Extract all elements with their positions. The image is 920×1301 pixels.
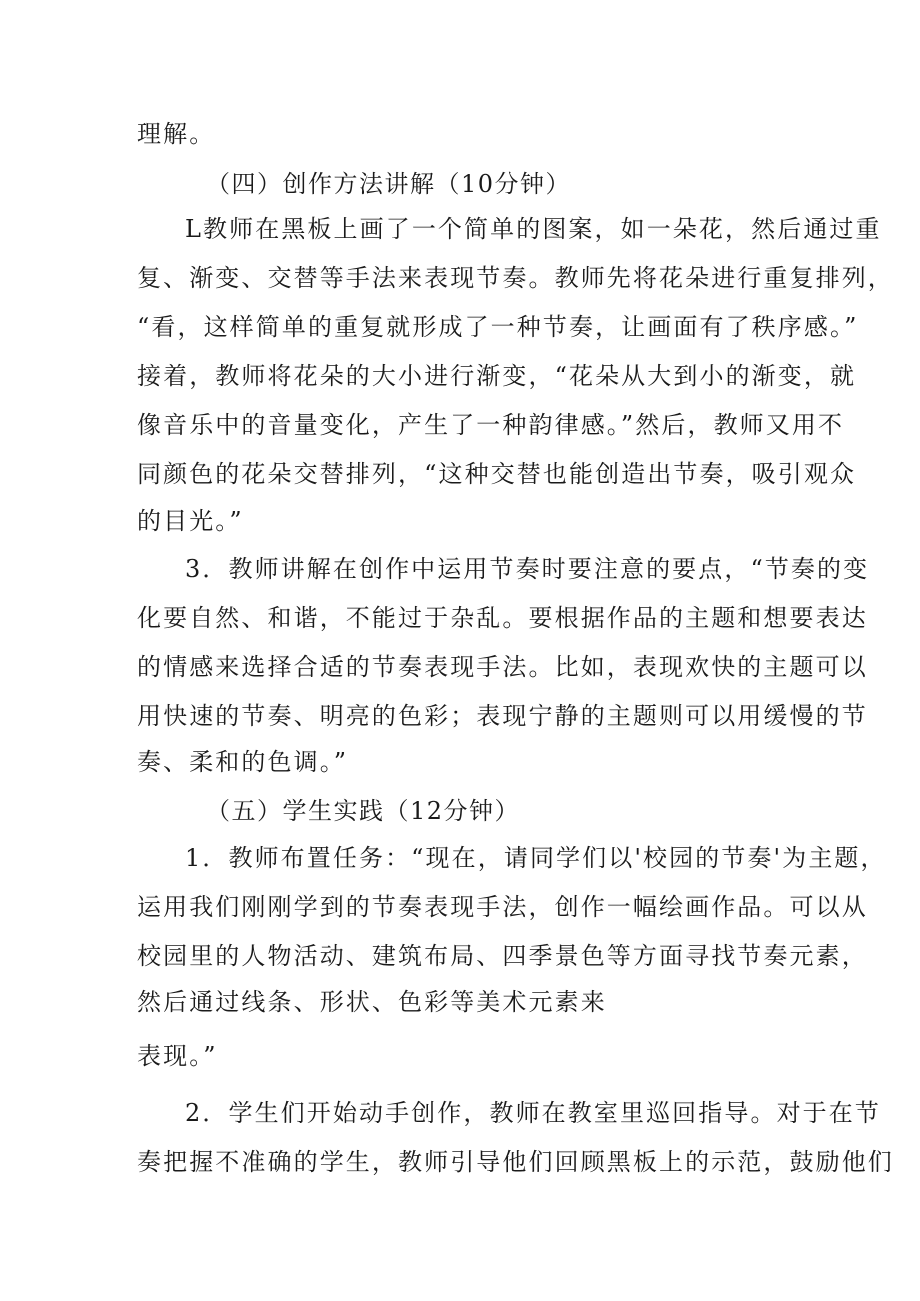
text-line: 的情感来选择合适的节奏表现手法。比如，表现欢快的主题可以: [137, 653, 868, 681]
text-line: 化要自然、和谐，不能过于杂乱。要根据作品的主题和想要表达: [137, 604, 868, 632]
section-heading: （五）学生实践（12分钟）: [206, 797, 521, 825]
text-line: 奏、柔和的色调。”: [137, 748, 349, 776]
text-line: 运用我们刚刚学到的节奏表现手法，创作一幅绘画作品。可以从: [137, 893, 868, 921]
text-line: 校园里的人物活动、建筑布局、四季景色等方面寻找节奏元素，: [137, 942, 868, 970]
text-line: 1．教师布置任务：“现在，请同学们以'校园的节奏'为主题，: [185, 844, 887, 872]
text-line: 2．学生们开始动手创作，教师在教室里巡回指导。对于在节: [185, 1099, 881, 1127]
text-line: 然后通过线条、形状、色彩等美术元素来: [137, 988, 607, 1016]
text-line: 表现。”: [137, 1042, 218, 1070]
text-line: 3．教师讲解在创作中运用节奏时要注意的要点，“节奏的变: [185, 555, 870, 583]
text-line: 的目光。”: [137, 507, 244, 535]
text-line: 复、渐变、交替等手法来表现节奏。教师先将花朵进行重复排列，: [137, 264, 894, 292]
text-line: 用快速的节奏、明亮的色彩；表现宁静的主题则可以用缓慢的节: [137, 702, 868, 730]
text-line: 接着，教师将花朵的大小进行渐变，“花朵从大到小的渐变，就: [137, 362, 857, 390]
text-line: 像音乐中的音量变化，产生了一种韵律感。”然后，教师又用不: [137, 411, 845, 439]
text-line: 奏把握不准确的学生，教师引导他们回顾黑板上的示范，鼓励他们: [137, 1148, 894, 1176]
text-line: “看，这样简单的重复就形成了一种节奏，让画面有了秩序感。”: [137, 313, 859, 341]
section-heading: （四）创作方法讲解（10分钟）: [206, 170, 572, 198]
text-line: 同颜色的花朵交替排列，“这种交替也能创造出节奏，吸引观众: [137, 460, 857, 488]
text-line: 理解。: [137, 120, 216, 148]
text-line: L教师在黑板上画了一个简单的图案，如一朵花，然后通过重: [185, 215, 882, 243]
